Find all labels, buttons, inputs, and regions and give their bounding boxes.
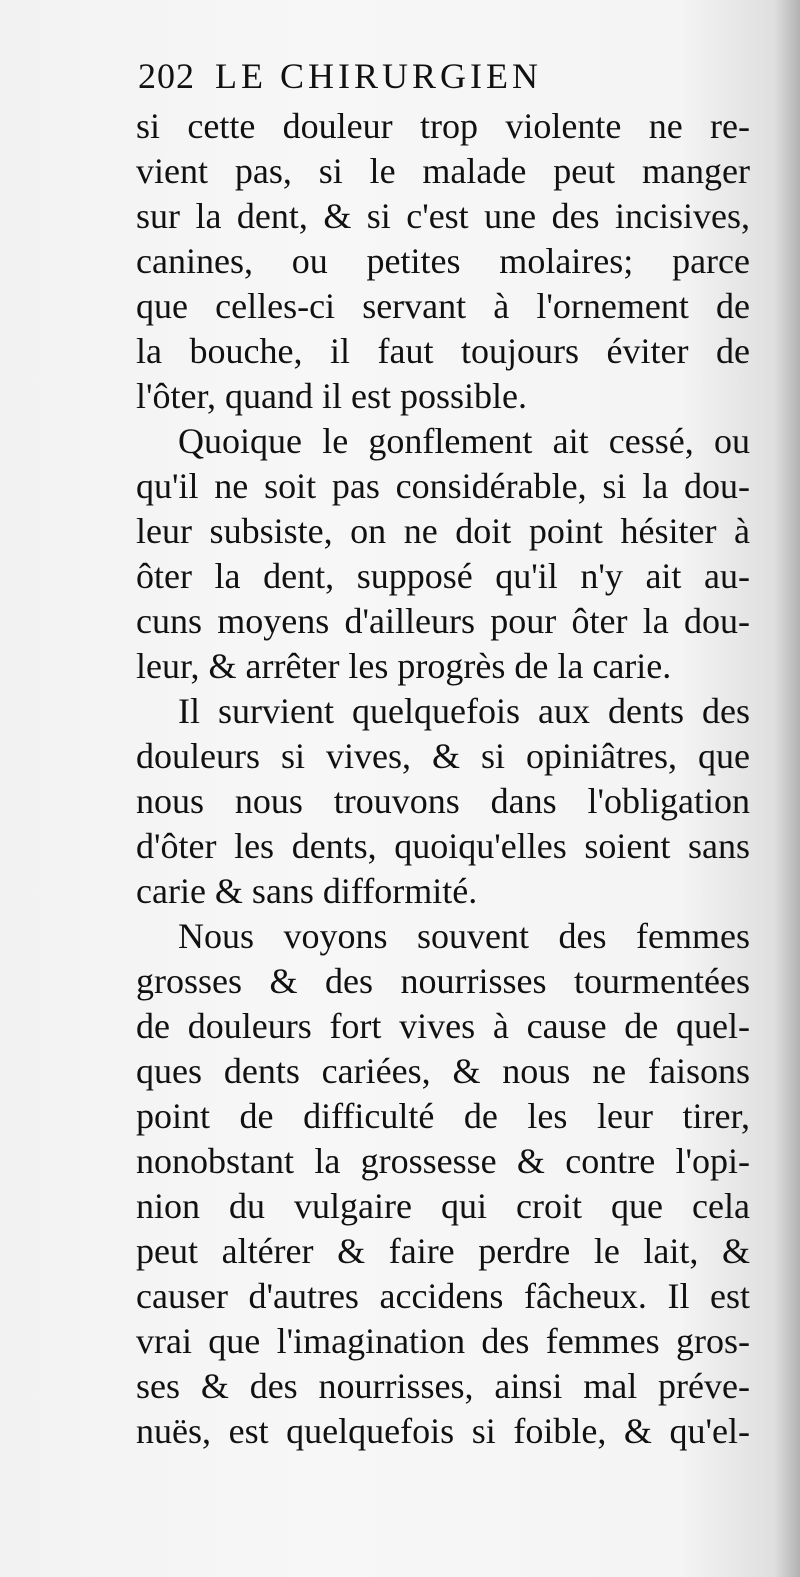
text-line: sur la dent, & si c'est une des incisives, — [136, 196, 750, 236]
text-line: peut altérer & faire perdre le lait, & — [136, 1231, 750, 1271]
text-line: canines, ou petites molaires; parce — [136, 241, 750, 281]
text-line: nonobstant la grossesse & contre l'opi- — [136, 1141, 750, 1181]
text-line: nous nous trouvons dans l'obligation — [136, 781, 750, 821]
page-number: 202 — [138, 56, 195, 96]
text-line: ses & des nourrisses, ainsi mal préve- — [136, 1366, 750, 1406]
text-line: si cette douleur trop violente ne re- — [136, 106, 750, 146]
paragraph-first-line: Il survient quelquefois aux dents des — [178, 691, 750, 731]
text-line: la bouche, il faut toujours éviter de — [136, 331, 750, 371]
text-line: grosses & des nourrisses tourmentées — [136, 961, 750, 1001]
paragraph-first-line: Quoique le gonflement ait cessé, ou — [178, 421, 750, 461]
text-line: causer d'autres accidens fâcheux. Il est — [136, 1276, 750, 1316]
text-line: vient pas, si le malade peut manger — [136, 151, 750, 191]
paragraph-first-line: Nous voyons souvent des femmes — [178, 916, 750, 956]
text-line: nion du vulgaire qui croit que cela — [136, 1186, 750, 1226]
text-line: ôter la dent, supposé qu'il n'y ait au- — [136, 556, 750, 596]
text-line: carie & sans difformité. — [136, 871, 478, 911]
text-line: vrai que l'imagination des femmes gros- — [136, 1321, 750, 1361]
text-line: l'ôter, quand il est possible. — [136, 376, 527, 416]
running-title: LE CHIRURGIEN — [215, 56, 542, 96]
body-text — [136, 104, 750, 1454]
text-line: cuns moyens d'ailleurs pour ôter la dou- — [136, 601, 750, 641]
text-line: douleurs si vives, & si opiniâtres, que — [136, 736, 750, 776]
text-line: leur subsiste, on ne doit point hésiter à — [136, 511, 750, 551]
text-line: nuës, est quelquefois si foible, & qu'el- — [136, 1411, 750, 1451]
text-line: qu'il ne soit pas considérable, si la dou- — [136, 466, 750, 506]
text-line: leur, & arrêter les progrès de la carie. — [136, 646, 672, 686]
running-header — [138, 50, 738, 102]
text-line: de douleurs fort vives à cause de quel- — [136, 1006, 750, 1046]
text-line: que celles-ci servant à l'ornement de — [136, 286, 750, 326]
text-line: d'ôter les dents, quoiqu'elles soient sans — [136, 826, 750, 866]
text-line: ques dents cariées, & nous ne faisons — [136, 1051, 750, 1091]
text-line: point de difficulté de les leur tirer, — [136, 1096, 750, 1136]
